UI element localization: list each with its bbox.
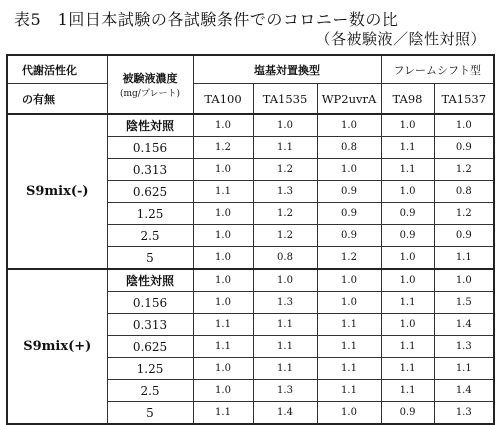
ratio-cell: 1.3 bbox=[434, 336, 494, 358]
ratio-cell: 1.0 bbox=[193, 225, 253, 247]
group-label: S9mix(+) bbox=[7, 269, 107, 424]
concentration-cell: 0.313 bbox=[107, 159, 193, 181]
header-strain: TA98 bbox=[381, 84, 434, 115]
header-metabolic-activation: 代謝活性化 bbox=[7, 55, 107, 84]
ratio-cell: 1.1 bbox=[434, 358, 494, 380]
ratio-cell: 1.0 bbox=[193, 159, 253, 181]
ratio-cell: 0.9 bbox=[381, 203, 434, 225]
ratio-cell: 1.4 bbox=[434, 380, 494, 402]
ratio-cell: 0.8 bbox=[317, 137, 381, 159]
ratio-cell: 1.0 bbox=[193, 114, 253, 137]
group-label: S9mix(-) bbox=[7, 114, 107, 269]
ratio-cell: 1.0 bbox=[193, 358, 253, 380]
ratio-cell: 1.1 bbox=[193, 402, 253, 425]
concentration-cell: 5 bbox=[107, 247, 193, 270]
concentration-cell: 2.5 bbox=[107, 380, 193, 402]
concentration-cell: 0.156 bbox=[107, 292, 193, 314]
ratio-cell: 1.0 bbox=[193, 269, 253, 292]
ratio-cell: 0.8 bbox=[434, 181, 494, 203]
ratio-cell: 0.9 bbox=[381, 225, 434, 247]
concentration-cell: 1.25 bbox=[107, 358, 193, 380]
ratio-cell: 0.9 bbox=[317, 181, 381, 203]
ratio-cell: 1.0 bbox=[253, 114, 317, 137]
ratio-cell: 1.1 bbox=[381, 358, 434, 380]
ratio-cell: 1.1 bbox=[193, 336, 253, 358]
header-concentration-label: 被験液濃度 bbox=[122, 72, 178, 85]
ratio-cell: 1.1 bbox=[381, 380, 434, 402]
ratio-cell: 1.2 bbox=[193, 137, 253, 159]
ratio-cell: 1.0 bbox=[317, 269, 381, 292]
ratio-cell: 1.1 bbox=[381, 336, 434, 358]
ratio-cell: 1.2 bbox=[434, 203, 494, 225]
table-row bbox=[7, 114, 494, 137]
ratio-cell: 1.1 bbox=[253, 314, 317, 336]
ratio-cell: 1.0 bbox=[381, 114, 434, 137]
ratio-cell: 1.3 bbox=[253, 292, 317, 314]
header-group-base-substitution: 塩基対置換型 bbox=[193, 55, 381, 84]
ratio-cell: 1.1 bbox=[253, 358, 317, 380]
ratio-cell: 1.0 bbox=[193, 203, 253, 225]
ratio-cell: 1.4 bbox=[434, 314, 494, 336]
header-presence: の有無 bbox=[7, 84, 107, 115]
ratio-cell: 1.2 bbox=[253, 225, 317, 247]
ratio-cell: 0.9 bbox=[317, 225, 381, 247]
ratio-cell: 1.5 bbox=[434, 292, 494, 314]
ratio-cell: 1.0 bbox=[381, 181, 434, 203]
ratio-cell: 1.4 bbox=[253, 402, 317, 425]
ratio-cell: 1.3 bbox=[253, 380, 317, 402]
ratio-cell: 1.1 bbox=[193, 314, 253, 336]
ratio-cell: 1.1 bbox=[317, 314, 381, 336]
ratio-cell: 1.3 bbox=[253, 181, 317, 203]
ratio-cell: 1.0 bbox=[434, 269, 494, 292]
ratio-cell: 0.8 bbox=[253, 247, 317, 270]
ratio-cell: 1.0 bbox=[317, 402, 381, 425]
ratio-cell: 1.1 bbox=[253, 137, 317, 159]
concentration-cell: 0.313 bbox=[107, 314, 193, 336]
ratio-cell: 1.1 bbox=[317, 380, 381, 402]
ratio-cell: 1.0 bbox=[381, 247, 434, 270]
ratio-cell: 1.3 bbox=[434, 402, 494, 425]
ratio-cell: 1.0 bbox=[381, 314, 434, 336]
ratio-cell: 1.1 bbox=[317, 336, 381, 358]
concentration-cell: 5 bbox=[107, 402, 193, 425]
concentration-cell: 0.156 bbox=[107, 137, 193, 159]
header-concentration-unit: (mg/プレート) bbox=[120, 89, 180, 99]
ratio-cell: 0.9 bbox=[317, 203, 381, 225]
ratio-cell: 1.2 bbox=[434, 159, 494, 181]
ratio-cell: 1.1 bbox=[381, 137, 434, 159]
ratio-cell: 1.1 bbox=[434, 247, 494, 270]
ratio-cell: 1.0 bbox=[193, 292, 253, 314]
ratio-cell: 0.9 bbox=[434, 225, 494, 247]
ratio-cell: 1.2 bbox=[253, 159, 317, 181]
ratio-cell: 0.9 bbox=[381, 402, 434, 425]
ratio-cell: 1.0 bbox=[434, 114, 494, 137]
ratio-cell: 1.2 bbox=[317, 247, 381, 270]
ratio-cell: 1.1 bbox=[253, 336, 317, 358]
ratio-cell: 1.0 bbox=[193, 380, 253, 402]
ratio-cell: 1.0 bbox=[193, 247, 253, 270]
table-subtitle: （各被験液／陰性対照） bbox=[315, 30, 486, 48]
table-row bbox=[7, 269, 494, 292]
table-title: 表5 1回日本試験の各試験条件でのコロニー数の比 bbox=[14, 10, 399, 29]
ratio-cell: 1.0 bbox=[317, 159, 381, 181]
ratio-cell: 1.1 bbox=[381, 159, 434, 181]
concentration-cell: 1.25 bbox=[107, 203, 193, 225]
header-strain: WP2uvrA bbox=[317, 84, 381, 115]
ratio-cell: 1.0 bbox=[317, 292, 381, 314]
colony-ratio-table bbox=[6, 54, 495, 425]
concentration-cell: 陰性対照 bbox=[107, 114, 193, 137]
ratio-cell: 1.0 bbox=[317, 114, 381, 137]
concentration-cell: 0.625 bbox=[107, 336, 193, 358]
header-concentration bbox=[107, 55, 193, 114]
header-strain: TA1537 bbox=[434, 84, 494, 115]
concentration-cell: 0.625 bbox=[107, 181, 193, 203]
ratio-cell: 1.1 bbox=[317, 358, 381, 380]
ratio-cell: 1.1 bbox=[193, 181, 253, 203]
ratio-cell: 1.2 bbox=[253, 203, 317, 225]
ratio-cell: 1.1 bbox=[381, 292, 434, 314]
ratio-cell: 1.0 bbox=[253, 269, 317, 292]
header-strain: TA1535 bbox=[253, 84, 317, 115]
concentration-cell: 陰性対照 bbox=[107, 269, 193, 292]
header-group-frameshift: フレームシフト型 bbox=[381, 55, 494, 84]
concentration-cell: 2.5 bbox=[107, 225, 193, 247]
ratio-cell: 0.9 bbox=[434, 137, 494, 159]
header-strain: TA100 bbox=[193, 84, 253, 115]
ratio-cell: 1.0 bbox=[381, 269, 434, 292]
